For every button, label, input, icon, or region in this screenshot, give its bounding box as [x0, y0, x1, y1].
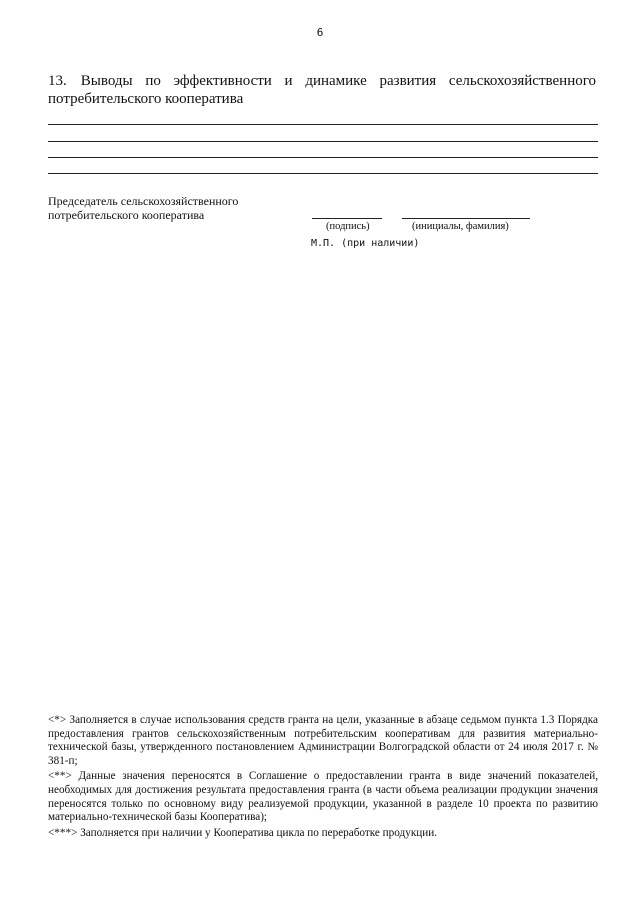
name-line [402, 218, 530, 219]
answer-line [48, 173, 598, 174]
footnotes [48, 714, 598, 842]
footnote: <**> Данные значения переносятся в Соглашение о предоставлении гранта в виде значений показателей, необходимых для достижения результата предоставления гранта (в части объема реализации продукции значения переносятся только по основному виду реализуемой продукции, указанной в разделе 10 проекта по развитию материально-технической базы Кооператива); [48, 770, 598, 824]
footnote: <***> Заполняется при наличии у Кооператива цикла по переработке продукции. [48, 826, 438, 839]
stamp-note: М.П. (при наличии) [311, 238, 420, 249]
signatory-position: Председатель сельскохозяйственного потребительского кооператива [48, 194, 239, 222]
section-title: Выводы по эффективности и динамике развития сельскохозяйственного потребительского кооператива [48, 73, 596, 107]
page-number: 6 [316, 26, 324, 39]
answer-line [48, 141, 598, 142]
footnote: <*> Заполняется в случае использования средств гранта на цели, указанные в абзаце седьмом пункта 1.3 Порядка предоставления грантов сельскохозяйственным потребительским кооперативам для развития материально-технической базы, утвержденного постановлением Администрации Волгоградской области от 24 июля 2017 г. № 381-п; [48, 714, 598, 767]
signature-line [312, 218, 382, 219]
section-heading [48, 72, 596, 108]
name-caption: (инициалы, фамилия) [412, 221, 509, 232]
answer-line [48, 124, 598, 125]
section-number: 13. [48, 73, 67, 89]
signature-caption: (подпись) [326, 221, 370, 232]
answer-line [48, 157, 598, 158]
